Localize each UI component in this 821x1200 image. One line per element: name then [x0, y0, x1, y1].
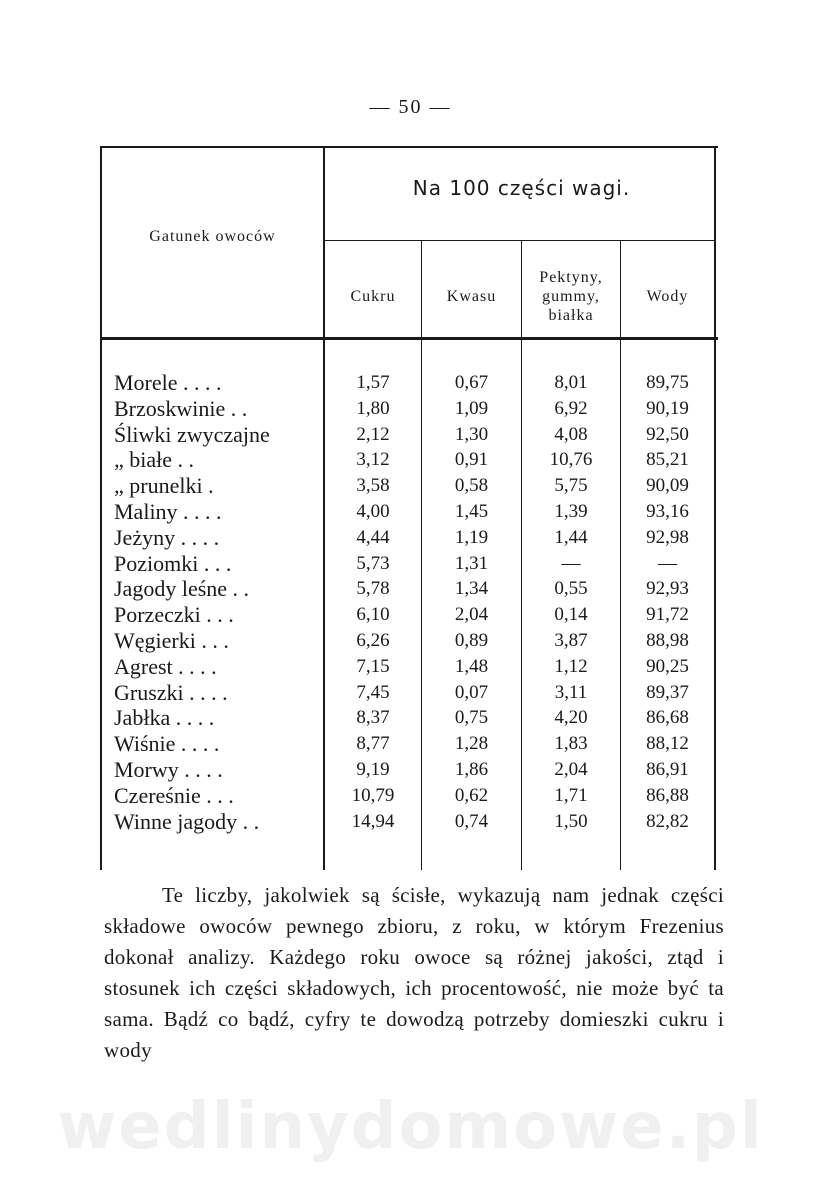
row-value: 4,08	[554, 423, 588, 445]
row-value: 88,98	[646, 630, 689, 651]
row-name: Maliny . . . .	[114, 499, 222, 524]
row-value: 92,98	[646, 526, 689, 548]
row-value: 1,39	[554, 501, 588, 522]
row-value: 1,83	[554, 733, 588, 755]
row-value: 6,10	[356, 604, 390, 626]
row-value: 14,94	[351, 810, 395, 832]
table-left-border	[100, 146, 102, 870]
row-name: Morwy . . . .	[114, 757, 223, 782]
row-value: 1,30	[454, 423, 489, 445]
row-name: Wiśnie . . . .	[114, 731, 220, 757]
row-value: 8,37	[356, 707, 390, 729]
row-name: Winne jagody . .	[114, 808, 260, 834]
row-value: 1,48	[454, 655, 489, 677]
fruit-composition-table	[100, 146, 718, 870]
row-value: 0,67	[454, 372, 489, 393]
row-value: 2,12	[356, 423, 390, 445]
row-value: 1,28	[454, 733, 489, 755]
row-value: 1,57	[356, 372, 390, 393]
row-value: 1,50	[554, 810, 588, 832]
row-value: 92,93	[646, 578, 689, 600]
header-kwasu: Kwasu	[446, 287, 497, 305]
row-name: „ białe . .	[114, 447, 195, 473]
row-value: 10,79	[351, 784, 395, 806]
row-value: 86,88	[646, 784, 689, 806]
row-value: 6,26	[356, 630, 390, 651]
table-top-border	[100, 146, 718, 148]
row-value: 90,19	[646, 397, 689, 419]
row-value: 1,19	[454, 526, 489, 548]
row-value: 5,75	[554, 475, 588, 497]
row-value: 0,74	[454, 810, 489, 832]
row-value: 86,68	[646, 707, 689, 729]
row-value: 0,91	[454, 449, 489, 471]
row-name: Brzoskwinie . .	[114, 395, 248, 421]
row-value: 5,73	[356, 552, 390, 574]
row-value: 1,09	[454, 397, 489, 419]
table-right-border	[714, 146, 716, 870]
row-value: 1,71	[554, 784, 588, 806]
row-value: 82,82	[646, 810, 689, 832]
row-value: 8,01	[554, 372, 588, 393]
row-value: 0,14	[554, 604, 588, 626]
row-value: 1,45	[454, 501, 489, 522]
row-value: 4,20	[554, 707, 588, 729]
row-value: 1,31	[454, 552, 489, 574]
row-value: 89,75	[646, 372, 689, 393]
row-value: 90,25	[646, 655, 689, 677]
row-value: 2,04	[454, 604, 489, 626]
header-cukru: Cukru	[350, 287, 396, 305]
row-value: 90,09	[646, 475, 689, 497]
row-value: 10,76	[549, 449, 593, 471]
row-value: 7,45	[356, 681, 390, 703]
row-value: 7,15	[356, 655, 390, 677]
header-pektyny: Pektyny, gummy, białka	[539, 268, 603, 324]
row-value: 85,21	[646, 449, 689, 471]
row-name: Jabłka . . . .	[114, 705, 215, 731]
row-name: Jeżyny . . . .	[114, 524, 220, 550]
body-paragraph: Te liczby, jakolwiek są ścisłe, wykazują nam jednak części składowe owoców pewnego zbioru, z roku, w którym Frezenius dokonał analizy. Każdego roku owoce są różnej jakości, ztąd i stosunek ich części składowych, ich procentowość, nie może być ta sama. Bądź co bądź, cyfry te dowodzą potrzeby domieszki cukru i wody	[104, 883, 724, 1062]
row-value: 0,58	[454, 475, 489, 497]
row-value: 2,04	[554, 759, 588, 780]
row-value: 1,12	[554, 655, 588, 677]
row-value: —	[658, 552, 677, 574]
row-name: Węgierki . . .	[114, 628, 229, 653]
row-value: 92,50	[646, 423, 689, 445]
row-value: 3,87	[554, 630, 588, 651]
row-value: 1,86	[454, 759, 489, 780]
row-value: 4,44	[356, 526, 390, 548]
row-value: 9,19	[356, 759, 390, 780]
row-value: 91,72	[646, 604, 689, 626]
watermark: wedlinydomowe.pl	[57, 1090, 764, 1164]
row-name: Poziomki . . .	[114, 550, 232, 576]
row-value: 0,07	[454, 681, 489, 703]
row-name: Porzeczki . . .	[114, 602, 234, 628]
row-value: 0,89	[454, 630, 489, 651]
row-name: Gruszki . . . .	[114, 679, 228, 705]
row-name: „ prunelki .	[114, 473, 214, 499]
row-name: Jagody leśne . .	[114, 576, 250, 602]
row-value: 4,00	[356, 501, 390, 522]
row-value: 8,77	[356, 733, 390, 755]
row-value: 0,75	[454, 707, 489, 729]
row-value: 3,12	[356, 449, 390, 471]
row-value: 3,11	[554, 681, 588, 703]
row-value: 5,78	[356, 578, 390, 600]
row-value: 3,58	[356, 475, 390, 497]
row-value: 1,34	[454, 578, 489, 600]
row-value: 6,92	[554, 397, 588, 419]
row-name: Śliwki zwyczajne	[114, 421, 270, 447]
row-name: Czereśnie . . .	[114, 782, 234, 808]
row-value: 93,16	[646, 501, 689, 522]
row-value: 0,55	[554, 578, 588, 600]
row-value: 86,91	[646, 759, 689, 780]
row-name: Agrest . . . .	[114, 653, 217, 679]
row-value: 1,44	[554, 526, 588, 548]
header-wody: Wody	[646, 287, 689, 305]
row-value: 89,37	[646, 681, 689, 703]
row-name: Morele . . . .	[114, 370, 222, 395]
row-value: —	[561, 552, 581, 574]
page-number: — 50 —	[369, 96, 452, 118]
row-value: 1,80	[356, 397, 390, 419]
group-header: Na 100 części wagi.	[412, 176, 631, 200]
row-value: 0,62	[454, 784, 489, 806]
species-header: Gatunek owoców	[149, 228, 276, 245]
row-value: 88,12	[646, 733, 689, 755]
